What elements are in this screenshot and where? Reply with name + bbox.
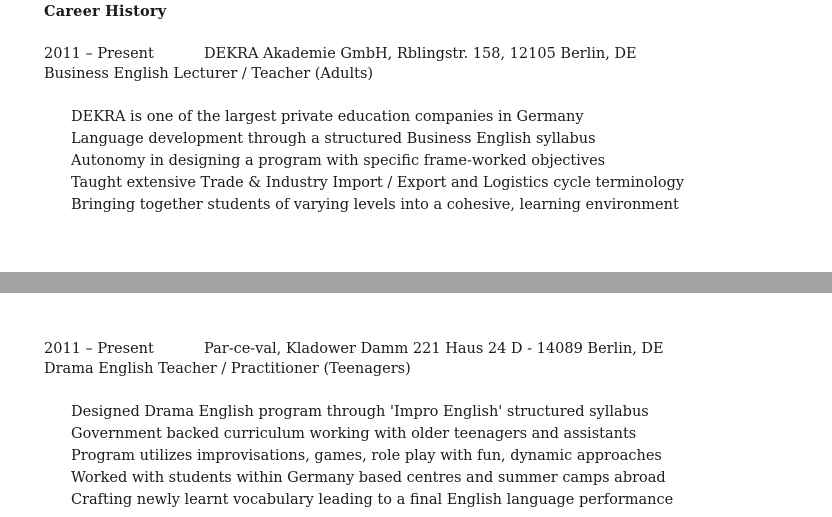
- job-bullet: Program utilizes improvisations, games, role play with fun, dynamic approaches: [71, 448, 662, 464]
- job-bullet: Taught extensive Trade & Industry Import / Export and Logistics cycle terminology: [71, 175, 685, 191]
- job-dates: 2011 – Present: [44, 46, 154, 62]
- page-break-gap: [0, 272, 832, 293]
- section-heading-career-history: Career History: [44, 3, 167, 20]
- job-bullet-list: [71, 106, 684, 216]
- job-bullet: Bringing together students of varying levels into a cohesive, learning environment: [71, 197, 679, 213]
- job-header: [44, 44, 684, 64]
- job-bullet: Designed Drama English program through 'Impro English' structured syllabus: [71, 404, 649, 420]
- job-entry-dekra: [44, 44, 684, 216]
- job-dates: 2011 – Present: [44, 341, 154, 357]
- job-bullet: Language development through a structured Business English syllabus: [71, 131, 596, 147]
- job-employer: Par-ce-val, Kladower Damm 221 Haus 24 D - 14089 Berlin, DE: [204, 341, 664, 357]
- job-bullet: Worked with students within Germany based centres and summer camps abroad: [71, 470, 666, 486]
- job-bullet: Government backed curriculum working with older teenagers and assistants: [71, 426, 637, 442]
- job-role: Business English Lecturer / Teacher (Adults): [44, 66, 374, 82]
- job-bullet-list: [71, 401, 673, 511]
- document-page-bottom: [0, 293, 832, 517]
- job-bullet: Autonomy in designing a program with specific frame-worked objectives: [71, 153, 606, 169]
- job-header: [44, 339, 673, 359]
- job-entry-parceval: [44, 339, 673, 511]
- job-employer: DEKRA Akademie GmbH, Rblingstr. 158, 12105 Berlin, DE: [204, 46, 637, 62]
- job-bullet: Crafting newly learnt vocabulary leading to a final English language performance: [71, 492, 674, 508]
- job-role: Drama English Teacher / Practitioner (Teenagers): [44, 361, 411, 377]
- job-bullet: DEKRA is one of the largest private education companies in Germany: [71, 109, 584, 125]
